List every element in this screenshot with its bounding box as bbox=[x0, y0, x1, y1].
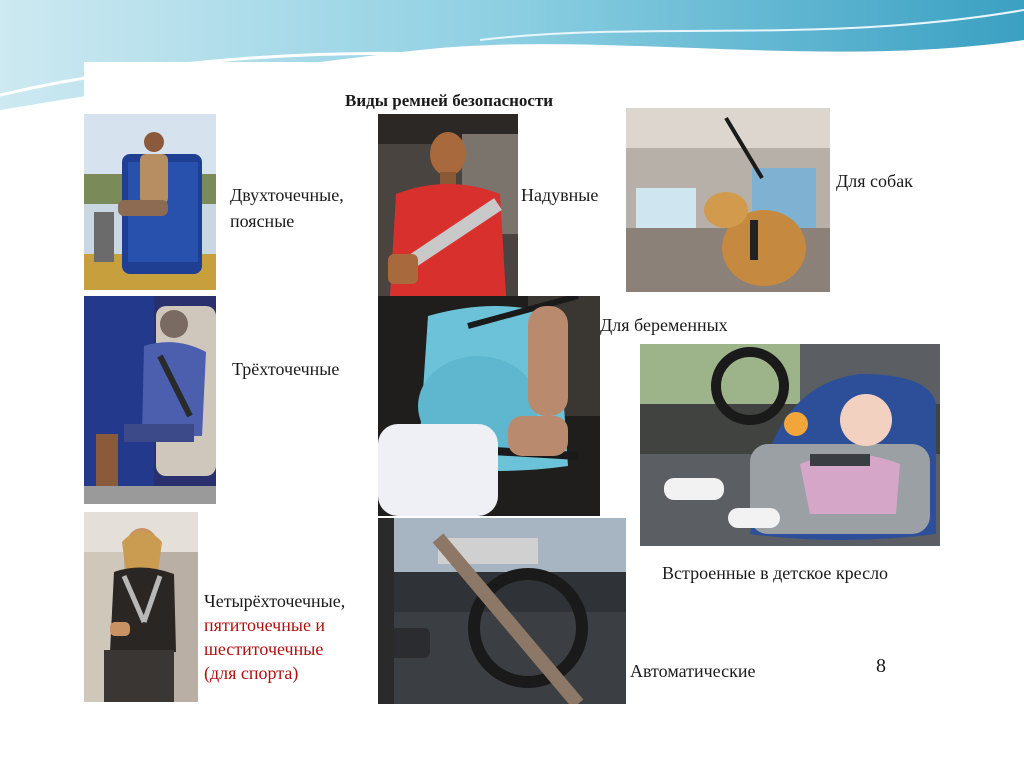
slide-content bbox=[84, 62, 940, 704]
label-inflatable: Надувные bbox=[521, 185, 599, 205]
label-sport-line1: пятиточечные и bbox=[204, 615, 326, 635]
photo-dog-belt bbox=[626, 108, 830, 292]
label-pregnant: Для беременных bbox=[600, 315, 728, 335]
page-number: 8 bbox=[876, 655, 886, 677]
photo-pregnant-belt bbox=[378, 296, 600, 516]
photo-two-point-belt bbox=[84, 114, 216, 290]
label-automatic: Автоматические bbox=[630, 661, 756, 681]
label-sport-line3: (для спорта) bbox=[204, 663, 299, 683]
photo-child-seat-belt bbox=[640, 344, 940, 546]
photo-three-point-belt bbox=[84, 296, 216, 504]
slide-title: Виды ремней безопасности bbox=[345, 91, 554, 110]
photo-automatic-belt bbox=[378, 518, 626, 704]
label-child-seat: Встроенные в детское кресло bbox=[662, 563, 889, 583]
label-two-point-line2: поясные bbox=[230, 211, 295, 231]
label-two-point-line1: Двухточечные, bbox=[230, 185, 344, 205]
label-dogs: Для собак bbox=[836, 171, 913, 191]
label-three-point: Трёхточечные bbox=[232, 359, 340, 379]
label-four-point: Четырёхточечные, bbox=[204, 591, 346, 611]
photo-inflatable-belt bbox=[378, 114, 518, 296]
label-sport-line2: шеститочечные bbox=[204, 639, 324, 659]
photo-four-point-belt bbox=[84, 512, 198, 702]
